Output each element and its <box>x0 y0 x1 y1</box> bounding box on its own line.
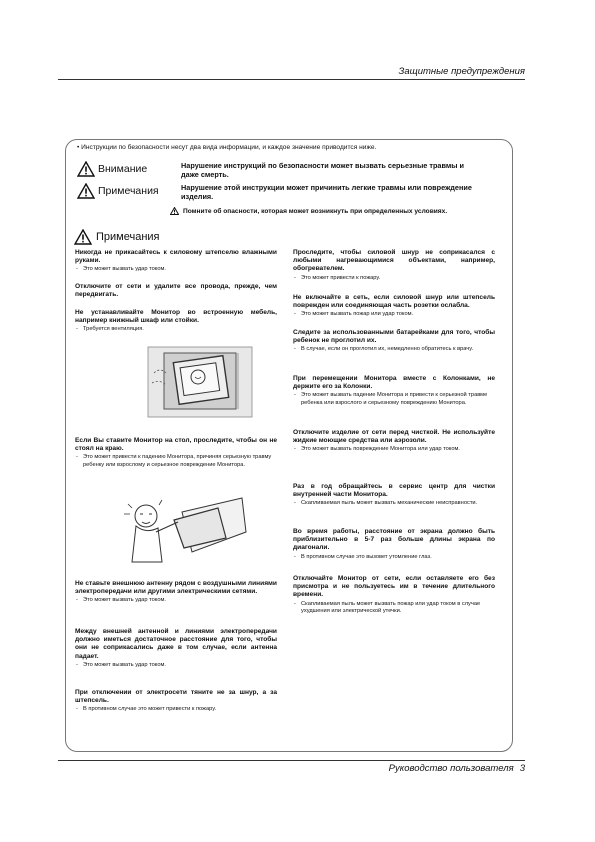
list-item <box>75 689 277 714</box>
item-heading: Никогда не прикасайтесь к силовому штепселю влажными руками. <box>75 249 277 265</box>
legend-caution-desc: Нарушение этой инструкции может причинить легкие травмы или повреждение изделия. <box>181 183 472 202</box>
list-item <box>293 429 495 454</box>
list-item <box>75 249 277 274</box>
list-item <box>293 329 495 354</box>
footer-rule <box>58 760 525 761</box>
item-heading: Не устанавливайте Монитор во встроенную мебель, например книжный шкаф или стойки. <box>75 309 277 325</box>
item-note: - Скапливаемая пыль может вызвать механические неисправности. <box>293 500 495 507</box>
item-note: - В случае, если он проглотил их, немедленно обратитесь к врачу. <box>293 346 495 353</box>
item-note: - Это может вызвать удар током. <box>75 662 277 669</box>
item-heading: Не включайте в сеть, если силовой шнур или штепсель поврежден или соединяющая часть розетки ослабла. <box>293 294 495 310</box>
item-note: - Это может привести к пожару. <box>293 275 495 282</box>
section-warning-icon <box>74 229 92 245</box>
list-item <box>293 249 495 282</box>
intro-label: Инструкции по безопасности несут два вида информации, и каждое значение приводится ниже. <box>81 144 377 151</box>
list-item <box>293 375 495 407</box>
item-heading: Раз в год обращайтесь в сервис центр для чистки внутренней части Монитора. <box>293 483 495 499</box>
monitor-in-cabinet-illustration <box>146 343 256 421</box>
list-item <box>75 580 277 605</box>
item-heading: Во время работы, расстояние от экрана должно быть приблизительно в 5-7 раз больше длины экрана по диагонали. <box>293 528 495 552</box>
item-heading: Отключите изделие от сети перед чисткой. Не используйте жидкие моющие средства или аэрозоли. <box>293 429 495 445</box>
legend-caution-label-wrap <box>77 183 181 199</box>
item-heading: Между внешней антенной и линиями электропередачи должно иметься достаточное расстояние для того, чтобы они не соприкасались даже в том случае, если антенна падает. <box>75 628 277 660</box>
item-heading: Если Вы ставите Монитор на стол, проследите, чтобы он не стоял на краю. <box>75 437 277 453</box>
list-item <box>75 437 277 469</box>
page-header-title: Защитные предупреждения <box>398 66 525 77</box>
item-note: - Это может привести к падению Монитора, причиняя серьезную травму ребенку или взрослому и серьезное повреждение Монитора. <box>75 454 277 469</box>
item-note: - Скапливаемая пыль может вызвать пожар или удар током в случае ухудшения или электрической утечки. <box>293 601 495 616</box>
item-heading: Не ставьте внешнюю антенну рядом с воздушными линиями электропередачи или другими электрическими сетями. <box>75 580 277 596</box>
legend-warning-desc: Нарушение инструкций по безопасности может вызвать серьезные травмы и даже смерть. <box>181 161 465 180</box>
item-heading: Следите за использованными батарейками для того, чтобы ребенок не проглотил их. <box>293 329 495 345</box>
item-note: - В противном случае это вызовет утомление глаз. <box>293 554 495 561</box>
item-heading: При перемещении Монитора вместе с Колонками, не держите его за Колонки. <box>293 375 495 391</box>
section-title <box>74 229 160 245</box>
list-item <box>293 575 495 615</box>
legend-warning-label: Внимание <box>98 163 148 175</box>
list-item <box>293 294 495 319</box>
item-note: - Это может вызвать падение Монитора и привести к серьезной травме ребенка или взрослого и серьезному повреждению Монитора. <box>293 392 495 407</box>
intro-text: • Инструкции по безопасности несут два вида информации, и каждое значение приводится ниже. <box>77 144 377 151</box>
item-note: - Требуется вентиляция. <box>75 326 277 333</box>
legend-warning-label-wrap <box>77 161 181 177</box>
item-heading: Проследите, чтобы силовой шнур не соприкасался с любыми нагревающимися объектами, например, обогревателем. <box>293 249 495 273</box>
page-number: 3 <box>519 763 525 774</box>
item-note: - Это может вызвать удар током. <box>75 597 277 604</box>
item-heading: При отключении от электросети тяните не за шнур, а за штепсель. <box>75 689 277 705</box>
caution-triangle-icon <box>77 183 95 199</box>
list-item <box>293 483 495 508</box>
legend-caution <box>77 183 491 202</box>
footer-label: Руководство пользователя <box>388 763 514 774</box>
page-footer <box>383 763 525 774</box>
list-item <box>75 628 277 669</box>
monitor-falling-illustration <box>122 492 248 570</box>
item-note: - Это может вызвать пожар или удар током. <box>293 311 495 318</box>
item-heading: Отключайте Монитор от сети, если оставляете его без присмотра и не пользуетесь им в течение длительного времени. <box>293 575 495 599</box>
section-title-label: Примечания <box>96 231 160 243</box>
item-note: - Это может вызвать удар током. <box>75 266 277 273</box>
header-rule <box>58 79 525 80</box>
warning-triangle-icon <box>77 161 95 177</box>
list-item <box>75 309 277 334</box>
legend-warning <box>77 161 481 180</box>
small-warning-icon <box>170 207 179 215</box>
item-heading: Отключите от сети и удалите все провода, прежде, чем передвигать. <box>75 283 277 299</box>
legend-caution-label: Примечания <box>98 185 159 197</box>
danger-note <box>170 207 447 215</box>
danger-note-text: Помните об опасности, которая может возникнуть при определенных условиях. <box>183 207 448 215</box>
list-item <box>75 283 277 299</box>
item-note: - В противном случае это может привести к пожару. <box>75 706 277 713</box>
list-item <box>293 528 495 561</box>
item-note: - Это может вызвать повреждение Монитора или удар током. <box>293 446 495 453</box>
